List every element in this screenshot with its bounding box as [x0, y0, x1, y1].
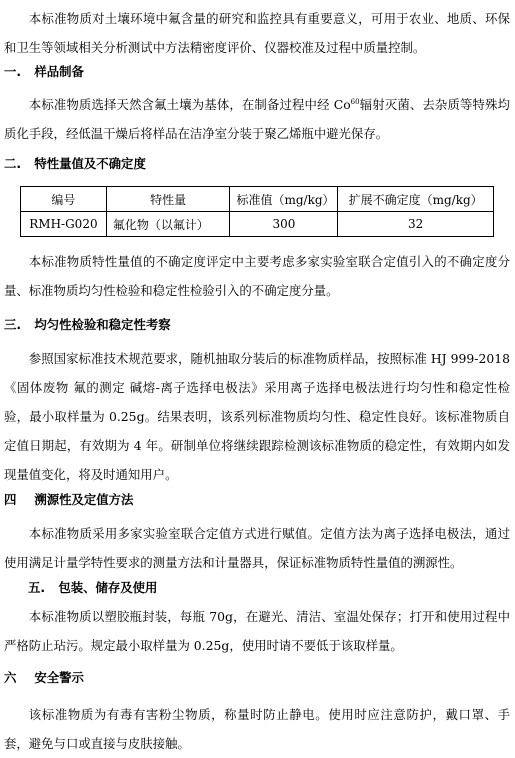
- spec-table-header-row: [21, 187, 494, 212]
- section-4-paragraph: 本标准物质采用多家实验室联合定值方式进行赋值。定值方法为离子选择电极法，通过使用满足计量学特性要求的测量方法和计量器具，保证标准物质特性量值的溯源性。: [4, 526, 510, 570]
- section-4-number: 四: [4, 492, 17, 507]
- spec-table-header-cell: 编号: [21, 187, 107, 212]
- section-3-title: 均匀性检验和稳定性考察: [34, 317, 171, 332]
- section-1-text-a: 本标准物质选择天然含氟土壤为基体，在制备过程中经 Co: [28, 97, 351, 112]
- section-2-paragraph: 本标准物质特性量值的不确定度评定中主要考虑多家实验室联合定值引入的不确定度分量、标准物质均匀性检验和稳定性检验引入的不确定度分量。: [4, 254, 510, 298]
- section-3-paragraph: 参照国家标准技术规范要求，随机抽取分装后的标准物质样品，按照标准 HJ 999-2018《固体废物 氟的测定 碱熔-离子选择电极法》采用离子选择电极法进行均匀性和稳定性检验，最小取样量为 0.25g。结果表明，该系列标准物质均匀性、稳定性良好。该标准物质自定值日期起，有效期为 4 年。研制单位将继续跟踪检测该标准物质的稳定性，有效期内如发现量值变化，将及时通知用户。: [4, 351, 510, 482]
- section-2-heading: [4, 154, 146, 174]
- section-6-heading: [4, 668, 84, 688]
- section-3-heading: [4, 315, 171, 335]
- section-5-heading: [28, 578, 157, 598]
- section-1-heading: [4, 62, 84, 82]
- section-6-number: 六: [4, 670, 17, 685]
- section-6-title: 安全警示: [34, 670, 84, 685]
- section-5-paragraph: 本标准物质以塑胶瓶封装，每瓶 70g，在避光、清洁、室温处保存；打开和使用过程中严格防止玷污。规定最小取样量为 0.25g，使用时请不要低于该取样量。: [4, 609, 510, 653]
- section-5-title: 包装、储存及使用: [58, 580, 158, 595]
- spec-table-cell-property: 氟化物（以氟计）: [106, 212, 230, 237]
- spec-table: [20, 186, 494, 237]
- section-2-title: 特性量值及不确定度: [34, 156, 146, 171]
- spec-table-cell-code: RMH-G020: [21, 212, 107, 237]
- section-1-number: 一.: [4, 64, 22, 79]
- section-4-title: 溯源性及定值方法: [34, 492, 134, 507]
- section-6-paragraph: 该标准物质为有毒有害粉尘物质，称量时防止静电。使用时应注意防护，戴口罩、手套，避免与口或直接与皮肤接触。: [4, 707, 510, 751]
- section-1-text-b: 辐射灭菌、去杂质等特殊均质化手段，经低温干燥后将样品在洁净室分装于聚乙烯瓶中避光保存。: [4, 97, 510, 141]
- section-3-number: 三.: [4, 317, 22, 332]
- spec-table-cell-value: 300: [230, 212, 338, 237]
- section-1-paragraph: [4, 88, 510, 148]
- spec-table-cell-uncertainty: 32: [338, 212, 494, 237]
- spec-table-header-cell: 特性量: [106, 187, 230, 212]
- section-4-heading: [4, 490, 133, 510]
- section-1-superscript: 60: [350, 98, 360, 106]
- spec-table-header-cell: 扩展不确定度（mg/kg）: [338, 187, 494, 212]
- spec-table-row: [21, 212, 494, 237]
- intro-paragraph: 本标准物质对土壤环境中氟含量的研究和监控具有重要意义，可用于农业、地质、环保和卫生等领域相关分析测试中方法精密度评价、仪器校准及过程中质量控制。: [4, 11, 510, 55]
- section-2-number: 二.: [4, 156, 22, 171]
- section-1-title: 样品制备: [34, 64, 84, 79]
- spec-table-header-cell: 标准值（mg/kg）: [230, 187, 338, 212]
- section-5-number: 五.: [28, 580, 46, 595]
